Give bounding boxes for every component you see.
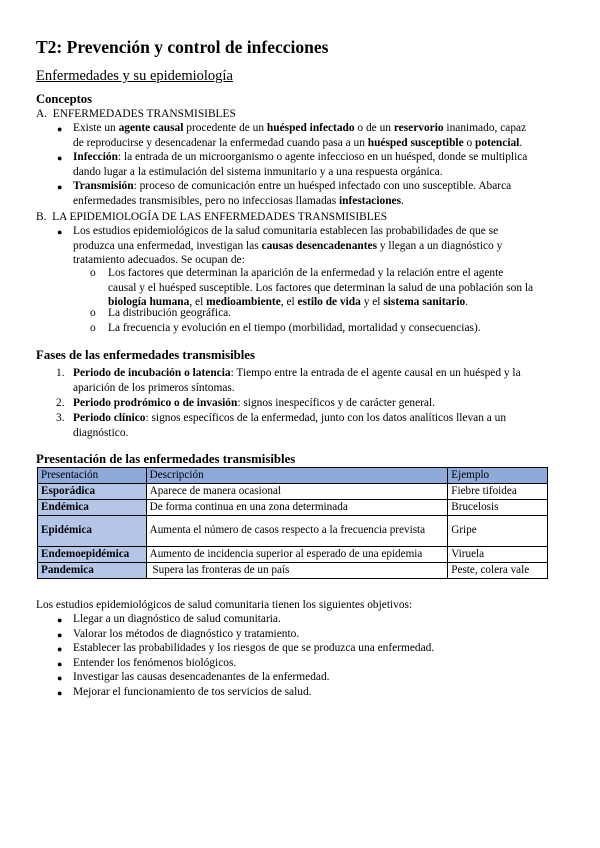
bullet-icon: ● — [57, 659, 63, 669]
table-row — [38, 563, 548, 579]
circle-bullet-icon: o — [90, 267, 96, 279]
bullet-icon: ● — [57, 615, 63, 625]
objective-item: Valorar los métodos de diagnóstico y tratamiento. — [73, 628, 300, 640]
presentation-heading: Presentación de las enfermedades transmisibles — [36, 452, 296, 466]
objective-item: Entender los fenómenos biológicos. — [73, 657, 237, 669]
objectives-intro: Los estudios epidemiológicos de salud comunitaria tienen los siguientes objetivos: — [36, 599, 413, 611]
table-row — [38, 547, 548, 563]
section-b-heading — [36, 210, 387, 225]
bullet-icon: ● — [57, 688, 63, 698]
bullet-icon: ● — [57, 153, 63, 163]
phase-clinico: Periodo clínico: signos específicos de la enfermedad, junto con los datos analíticos llevan a un diagnóstico. — [73, 412, 507, 439]
table-header-cell: Ejemplo — [448, 468, 548, 484]
subitem-factores: Los factores que determinan la aparición de la enfermedad y la relación entre el agente causal y el huésped susceptible. Los factores que determinan la salud de una población son la biología humana, el medioambiente, el estilo de vida y el sistema sanitario. — [108, 267, 534, 309]
bullet-icon: ● — [57, 182, 63, 192]
bullet-infeccion: Infección: la entrada de un microorganismo o agente infeccioso en un huésped, donde se multiplica dando lugar a la estimulación del sistema inmunitario y a una respuesta orgánica. — [73, 151, 528, 178]
table-cell-description: Aumenta el número de casos respecto a la frecuencia prevista — [146, 516, 448, 547]
bullet-estudios-epidemiologicos: Los estudios epidemiológicos de la salud comunitaria establecen las probabilidades de que se produzca una enfermedad, investigan las causas desencadenantes y llegan a un diagnóstico y tratamiento adecuados. Se ocupan de: — [73, 225, 503, 267]
objective-item: Investigar las causas desencadenantes de la enfermedad. — [73, 671, 330, 683]
objective-item: Establecer las probabilidades y los riesgos de que se produzca una enfermedad. — [73, 642, 435, 654]
subitem-distribucion: La distribución geográfica. — [108, 307, 232, 319]
phase-incubacion: Periodo de incubación o latencia: Tiempo entre la entrada de el agente causal en un huésped y la aparición de los primeros síntomas. — [73, 367, 521, 394]
circle-bullet-icon: o — [90, 307, 96, 319]
table-header-row — [38, 468, 548, 484]
table-cell-term: Endémica — [38, 500, 147, 516]
objective-item: Llegar a un diagnóstico de salud comunitaria. — [73, 613, 281, 625]
table-cell-term: Epidémica — [38, 516, 147, 547]
subitem-frecuencia: La frecuencia y evolución en el tiempo (morbilidad, mortalidad y consecuencias). — [108, 322, 481, 334]
bullet-icon: ● — [57, 630, 63, 640]
phase-number: 2. — [56, 397, 65, 409]
bullet-transmision: Transmisión: proceso de comunicación entre un huésped infectado con uno susceptible. Abarca enfermedades transmisibles, pero no infecciosas llamadas infestaciones. — [73, 180, 512, 207]
table-cell-example: Gripe — [448, 516, 548, 547]
page-title: T2: Prevención y control de infecciones — [36, 37, 329, 57]
table-cell-term: Esporádica — [38, 484, 147, 500]
section-subtitle: Enfermedades y su epidemiología — [36, 68, 233, 84]
phases-heading: Fases de las enfermedades transmisibles — [36, 348, 255, 362]
section-a-title: ENFERMEDADES TRANSMISIBLES — [52, 108, 236, 120]
table-row — [38, 516, 548, 547]
section-b-title: LA EPIDEMIOLOGÍA DE LAS ENFERMEDADES TRANSMISIBLES — [52, 211, 388, 223]
table-cell-example: Fiebre tifoidea — [448, 484, 548, 500]
bullet-icon: ● — [57, 673, 63, 683]
section-a-heading — [36, 107, 236, 122]
phase-number: 1. — [56, 367, 65, 379]
section-a-label: A. — [36, 108, 48, 120]
table-cell-description: Aparece de manera ocasional — [146, 484, 448, 500]
bullet-icon: ● — [57, 227, 63, 237]
table-cell-description: Supera las fronteras de un país — [146, 563, 448, 579]
bullet-icon: ● — [57, 124, 63, 134]
bullet-agente-causal: Existe un agente causal procedente de un huésped infectado o de un reservorio inanimado, capaz de reproducirse y desencadenar la enfermedad cuando pasa a un huésped susceptible o potencial. — [73, 122, 527, 149]
table-cell-term: Pandemica — [38, 563, 147, 579]
circle-bullet-icon: o — [90, 322, 96, 334]
objective-item: Mejorar el funcionamiento de tos servicios de salud. — [73, 686, 312, 698]
table-cell-description: De forma continua en una zona determinada — [146, 500, 448, 516]
table-cell-example: Viruela — [448, 547, 548, 563]
table-cell-description: Aumento de incidencia superior al esperado de una epidemia — [146, 547, 448, 563]
section-b-label: B. — [36, 211, 47, 223]
table-row — [38, 500, 548, 516]
table-cell-example: Peste, colera vale — [448, 563, 548, 579]
table-header-cell: Presentación — [38, 468, 147, 484]
phase-number: 3. — [56, 412, 65, 424]
bullet-icon: ● — [57, 644, 63, 654]
table-cell-example: Brucelosis — [448, 500, 548, 516]
phase-prodromico: Periodo prodrómico o de invasión: signos inespecíficos y de carácter general. — [73, 397, 435, 409]
presentation-table — [37, 467, 548, 579]
table-header-cell: Descripción — [146, 468, 448, 484]
table-row — [38, 484, 548, 500]
concepts-heading: Conceptos — [36, 92, 92, 106]
table-cell-term: Endemoepidémica — [38, 547, 147, 563]
